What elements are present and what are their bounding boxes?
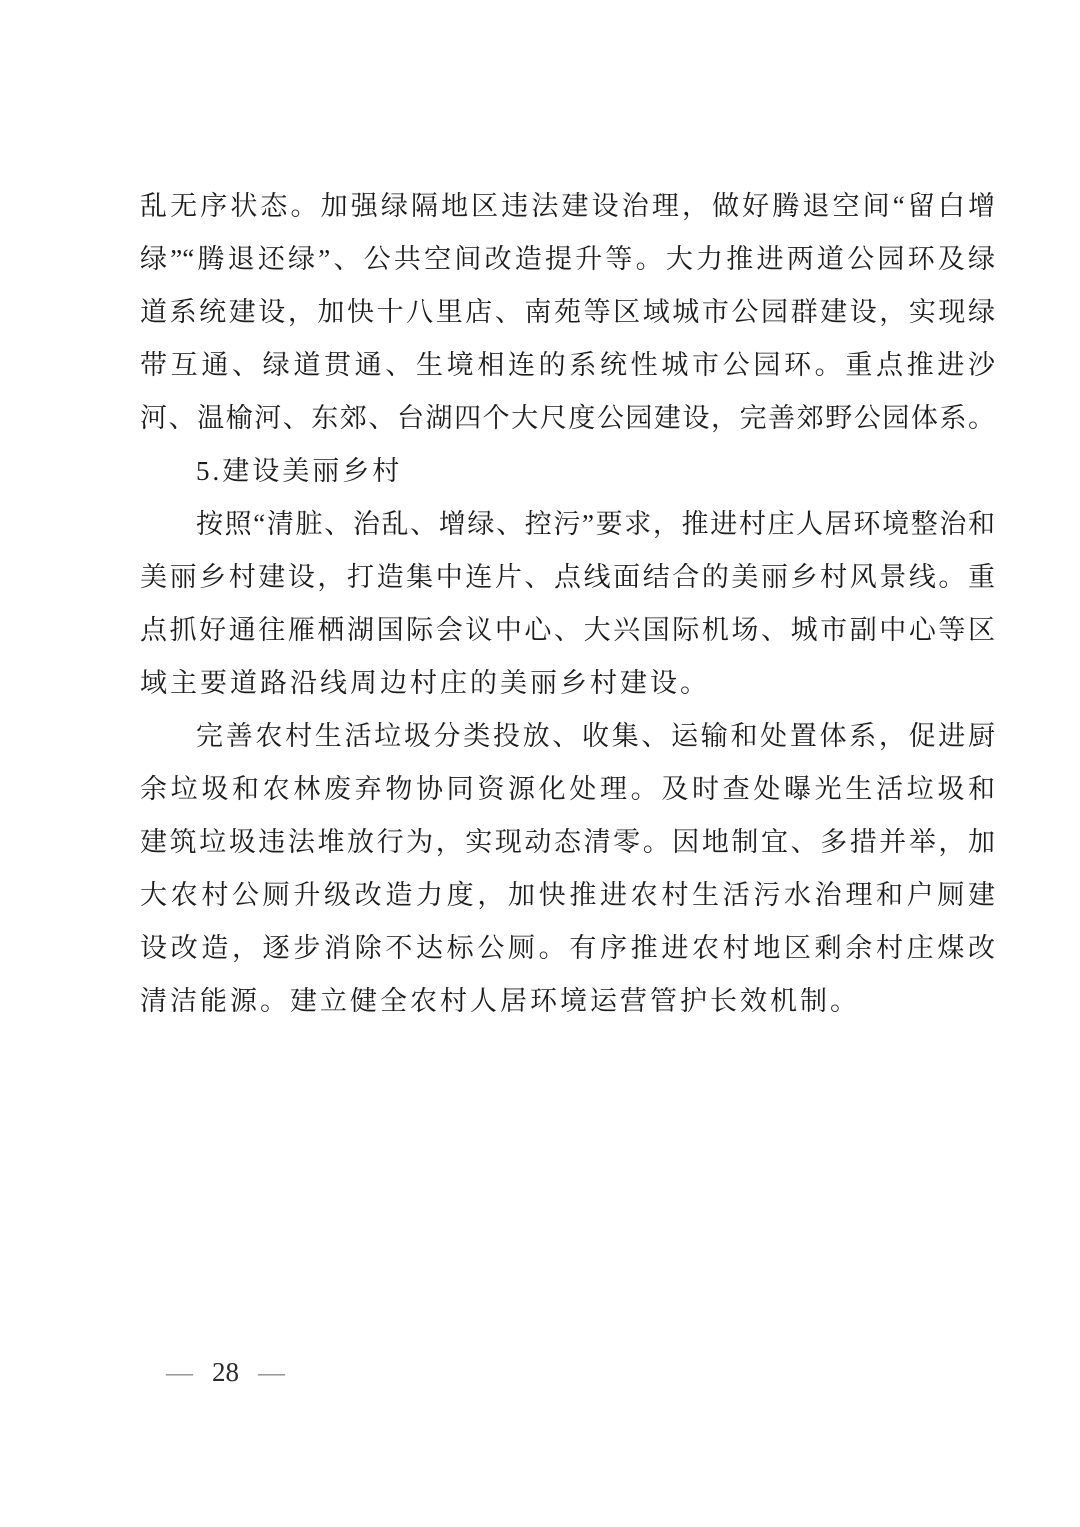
text-line: 建筑垃圾违法堆放行为，实现动态清零。因地制宜、多措并举，加 (140, 827, 995, 857)
text-line: 按照“清脏、治乱、增绿、控污”要求，推进村庄人居环境整治和 (196, 509, 995, 539)
text-line: 河、温榆河、东郊、台湖四个大尺度公园建设，完善郊野公园体系。 (140, 403, 995, 433)
section-heading: 5.建设美丽乡村 (196, 456, 403, 486)
footer-dash-right: — (258, 1357, 285, 1387)
text-line: 乱无序状态。加强绿隔地区违法建设治理，做好腾退空间“留白增 (140, 191, 995, 221)
text-line: 设改造，逐步消除不达标公厕。有序推进农村地区剩余村庄煤改 (140, 933, 995, 963)
text-line: 道系统建设，加快十八里店、南苑等区域城市公园群建设，实现绿 (140, 297, 995, 327)
text-line: 美丽乡村建设，打造集中连片、点线面结合的美丽乡村风景线。重 (140, 562, 995, 592)
footer-dash-left: — (166, 1357, 193, 1387)
text-line: 点抓好通往雁栖湖国际会议中心、大兴国际机场、城市副中心等区 (140, 615, 995, 645)
page-number: 28 (212, 1357, 239, 1387)
text-line: 大农村公厕升级改造力度，加快推进农村生活污水治理和户厕建 (140, 880, 995, 910)
document-body (140, 180, 995, 1028)
page-footer (166, 1352, 285, 1392)
text-line: 清洁能源。建立健全农村人居环境运营管护长效机制。 (140, 986, 860, 1016)
text-line: 带互通、绿道贯通、生境相连的系统性城市公园环。重点推进沙 (140, 350, 995, 380)
text-line: 完善农村生活垃圾分类投放、收集、运输和处置体系，促进厨 (196, 721, 995, 751)
text-line: 余垃圾和农林废弃物协同资源化处理。及时查处曝光生活垃圾和 (140, 774, 995, 804)
text-line: 绿”“腾退还绿”、公共空间改造提升等。大力推进两道公园环及绿 (140, 244, 995, 274)
text-line: 域主要道路沿线周边村庄的美丽乡村建设。 (140, 668, 710, 698)
